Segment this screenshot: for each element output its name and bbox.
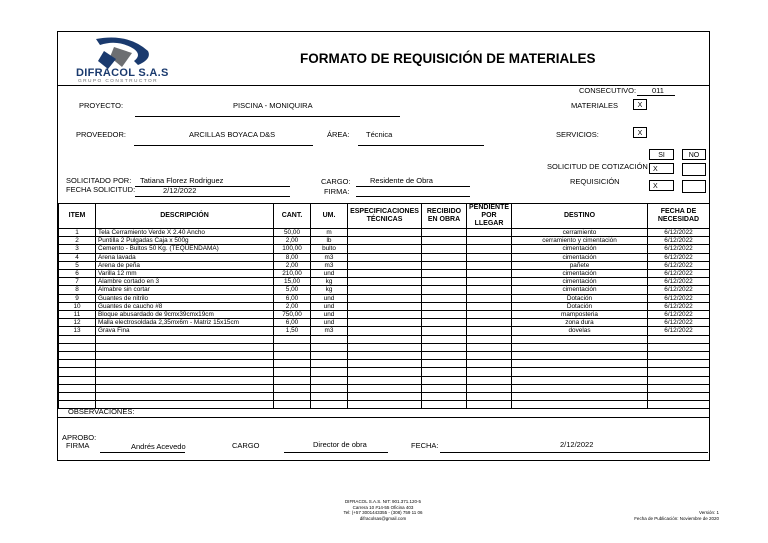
table-empty-row [59,360,710,368]
cell-pendiente [467,286,512,294]
cargo2-label: CARGO [232,441,260,450]
cell-especificaciones [348,253,422,261]
table-empty-cell [274,393,311,401]
firma-label: FIRMA: [324,187,350,196]
table-empty-cell [59,352,96,360]
cell-fecha: 6/12/2022 [648,237,710,245]
cell-fecha: 6/12/2022 [648,286,710,294]
table-empty-cell [648,384,710,392]
footer-line-1: DIFRACOL S.A.S. NIT: 901.371.120-5 [344,499,422,504]
cell-especificaciones [348,237,422,245]
cell-descripcion: Puntilla 2 Pulgadas Caja x 500g [96,237,274,245]
col-pendiente: PENDIENTE POR LLEGAR [467,204,512,229]
servicios-checkbox[interactable]: X [633,127,647,138]
table-empty-cell [422,343,467,351]
logo-sub: GRUPO CONSTRUCTOR [78,79,158,84]
cell-item: 9 [59,294,96,302]
cell-destino: cimentación [512,245,648,253]
cell-pendiente [467,253,512,261]
cell-pendiente [467,278,512,286]
cell-especificaciones [348,286,422,294]
materials-table [58,203,710,409]
cell-fecha: 6/12/2022 [648,327,710,335]
table-empty-cell [467,384,512,392]
servicios-label: SERVICIOS: [556,130,599,139]
cell-destino: cimentación [512,270,648,278]
table-empty-cell [311,401,348,409]
table-empty-cell [512,352,648,360]
cotizacion-si-checkbox[interactable]: X [649,163,674,174]
table-empty-cell [648,352,710,360]
col-um: UM. [311,204,348,229]
cell-destino: dovelas [512,327,648,335]
col-fecha: FECHA DE NECESIDAD [648,204,710,229]
cell-recibido [422,319,467,327]
cell-fecha: 6/12/2022 [648,302,710,310]
requisicion-si-checkbox[interactable]: X [649,180,674,191]
solicitado-value: Tatiana Florez Rodriguez [140,176,224,185]
cell-item: 13 [59,327,96,335]
cell-pendiente [467,319,512,327]
cell-recibido [422,294,467,302]
table-empty-cell [59,360,96,368]
cell-um: m3 [311,261,348,269]
page-title: FORMATO DE REQUISICIÓN DE MATERIALES [300,51,596,66]
cell-cantidad: 2,00 [274,237,311,245]
table-empty-cell [311,393,348,401]
table-empty-cell [648,360,710,368]
cell-descripcion: Alambre cortado en 3 [96,278,274,286]
proyecto-label: PROYECTO: [79,101,124,110]
table-empty-cell [422,360,467,368]
cell-cantidad: 750,00 [274,311,311,319]
cell-destino: cerramiento [512,229,648,237]
consecutivo-label: CONSECUTIVO: [579,86,637,95]
cell-recibido [422,278,467,286]
cell-item: 1 [59,229,96,237]
table-empty-cell [422,376,467,384]
table-empty-cell [467,401,512,409]
table-empty-cell [274,401,311,409]
solicitado-label: SOLICITADO POR: [66,176,132,185]
cell-especificaciones [348,294,422,302]
cell-um: m [311,229,348,237]
cell-destino: pañete [512,261,648,269]
aprobo-firma-label: FIRMA [66,441,90,450]
observaciones-label: OBSERVACIONES: [68,407,135,416]
cell-pendiente [467,302,512,310]
fecha-solicitud-label: FECHA SOLICITUD: [66,185,136,194]
table-empty-row [59,335,710,343]
footer-publicacion: Fecha de Publicación: Noviembre de 2020 [634,516,719,521]
materiales-checkbox[interactable]: X [633,99,647,110]
col-cantidad: CANT. [274,204,311,229]
cell-um: m3 [311,253,348,261]
table-empty-cell [512,384,648,392]
table-empty-cell [648,335,710,343]
table-empty-cell [512,401,648,409]
table-row [59,253,710,261]
table-empty-cell [311,360,348,368]
cell-recibido [422,302,467,310]
table-empty-cell [348,352,422,360]
cell-item: 2 [59,237,96,245]
cell-descripcion: Guantes de nitrilo [96,294,274,302]
cell-especificaciones [348,245,422,253]
table-empty-cell [422,352,467,360]
cotizacion-no-checkbox[interactable] [682,163,706,176]
table-empty-cell [467,352,512,360]
cell-especificaciones [348,261,422,269]
table-empty-cell [274,352,311,360]
si-header: SI [649,149,674,160]
table-row [59,278,710,286]
cell-cantidad: 8,00 [274,253,311,261]
cell-destino: mamposteria [512,311,648,319]
table-empty-cell [96,360,274,368]
cell-descripcion: Arena lavada [96,253,274,261]
footer-info [318,499,448,521]
table-header-row [59,204,710,229]
table-empty-row [59,368,710,376]
table-empty-cell [348,393,422,401]
table-row [59,327,710,335]
cell-cantidad: 2,00 [274,261,311,269]
cell-um: und [311,319,348,327]
cell-descripcion: Cemento - Bultos 50 Kg. (TEQUENDAMA) [96,245,274,253]
footer-line-2: Carrera 10 #14-55 Oficina 403 [352,504,414,510]
cell-item: 5 [59,261,96,269]
table-empty-cell [422,335,467,343]
cell-destino: cimentación [512,286,648,294]
table-empty-cell [512,360,648,368]
cargo2-value: Director de obra [313,440,367,449]
cell-fecha: 6/12/2022 [648,311,710,319]
cell-especificaciones [348,311,422,319]
area-label: ÁREA: [327,130,350,139]
cell-cantidad: 50,00 [274,229,311,237]
cell-especificaciones [348,319,422,327]
aprobo-label: APROBO: [62,433,97,442]
cell-pendiente [467,270,512,278]
cell-descripcion: Bloque abusardado de 9cmx39cmx19cm [96,311,274,319]
cell-fecha: 6/12/2022 [648,261,710,269]
cell-destino: Dotación [512,294,648,302]
cell-cantidad: 100,00 [274,245,311,253]
cell-recibido [422,245,467,253]
col-destino: DESTINO [512,204,648,229]
fecha-solicitud-value: 2/12/2022 [163,186,197,195]
table-row [59,311,710,319]
cotizacion-label: SOLICITUD DE COTIZACIÓN [547,162,648,171]
table-empty-cell [311,368,348,376]
col-recibido: RECIBIDO EN OBRA [422,204,467,229]
cell-descripcion: Arena de peña [96,261,274,269]
table-empty-cell [96,393,274,401]
table-row [59,229,710,237]
no-header: NO [682,149,706,160]
table-empty-cell [311,384,348,392]
cell-recibido [422,229,467,237]
table-empty-cell [512,343,648,351]
area-value: Técnica [366,130,393,139]
requisicion-label: REQUISICIÓN [570,177,620,186]
table-empty-cell [59,393,96,401]
table-row [59,294,710,302]
table-empty-cell [467,368,512,376]
cargo-value: Residente de Obra [370,176,433,185]
table-empty-cell [96,376,274,384]
table-empty-cell [348,376,422,384]
cell-destino: cerramiento y cimentación [512,237,648,245]
cell-um: lb [311,237,348,245]
cell-item: 8 [59,286,96,294]
cell-descripcion: Guantes de caucho #8 [96,302,274,310]
table-empty-cell [648,368,710,376]
table-empty-row [59,352,710,360]
cell-fecha: 6/12/2022 [648,278,710,286]
cell-recibido [422,261,467,269]
table-empty-cell [274,376,311,384]
fecha-label: FECHA: [411,441,439,450]
table-empty-cell [348,384,422,392]
table-empty-cell [467,393,512,401]
logo-name: DIFRACOL S.A.S [76,67,169,79]
table-empty-cell [96,352,274,360]
table-row [59,261,710,269]
table-row [59,245,710,253]
table-empty-cell [422,393,467,401]
cell-descripcion: Tela Cerramiento Verde X 2.40 Ancho [96,229,274,237]
cell-fecha: 6/12/2022 [648,319,710,327]
table-empty-cell [348,335,422,343]
table-empty-cell [311,376,348,384]
footer-line-4: difracolsas@gmail.com [359,515,407,521]
cell-um: kg [311,278,348,286]
cell-descripcion: Malla electrosoldada 2,35mx6m - Matriz 15x15cm [96,319,274,327]
cell-recibido [422,327,467,335]
cell-pendiente [467,311,512,319]
cell-destino: cimentación [512,278,648,286]
cell-destino: cimentación [512,253,648,261]
cell-especificaciones [348,327,422,335]
cell-item: 6 [59,270,96,278]
cell-recibido [422,237,467,245]
cell-item: 7 [59,278,96,286]
table-empty-cell [311,335,348,343]
table-row [59,237,710,245]
cell-um: und [311,311,348,319]
cell-especificaciones [348,278,422,286]
cell-especificaciones [348,302,422,310]
cell-descripcion: Varilla 12 mm [96,270,274,278]
cell-recibido [422,311,467,319]
cell-cantidad: 6,00 [274,294,311,302]
cell-destino: Dotación [512,302,648,310]
cell-especificaciones [348,229,422,237]
table-empty-row [59,401,710,409]
table-empty-cell [348,401,422,409]
table-empty-cell [59,376,96,384]
cell-item: 11 [59,311,96,319]
cell-recibido [422,270,467,278]
footer-version: Versión: 1 [698,510,719,515]
table-empty-cell [311,343,348,351]
requisicion-no-checkbox[interactable] [682,180,706,193]
table-empty-cell [274,368,311,376]
table-empty-cell [467,360,512,368]
cell-recibido [422,253,467,261]
table-empty-cell [59,335,96,343]
cell-pendiente [467,237,512,245]
cell-cantidad: 210,00 [274,270,311,278]
footer-line-3: Tel: (+57 3001443355 - (308) 759 11 06 [343,510,423,515]
aprobo-value: Andrés Acevedo [131,442,186,451]
table-empty-cell [59,384,96,392]
cell-fecha: 6/12/2022 [648,245,710,253]
table-empty-row [59,393,710,401]
table-empty-cell [348,368,422,376]
table-empty-cell [96,343,274,351]
cell-um: und [311,270,348,278]
table-empty-cell [348,360,422,368]
cell-descripcion: Almabre sin cortar [96,286,274,294]
table-empty-cell [512,393,648,401]
cell-item: 4 [59,253,96,261]
cell-item: 12 [59,319,96,327]
cell-fecha: 6/12/2022 [648,253,710,261]
cell-recibido [422,286,467,294]
cell-pendiente [467,294,512,302]
proyecto-value: PISCINA - MONIQUIRA [233,101,313,110]
table-empty-cell [648,393,710,401]
consecutivo-value: 011 [652,86,664,95]
table-empty-cell [96,368,274,376]
cell-especificaciones [348,270,422,278]
col-item: ITEM [59,204,96,229]
cell-pendiente [467,229,512,237]
cell-cantidad: 6,00 [274,319,311,327]
cell-um: kg [311,286,348,294]
materiales-label: MATERIALES [571,101,618,110]
table-row [59,302,710,310]
table-empty-cell [467,376,512,384]
proveedor-label: PROVEEDOR: [76,130,127,139]
col-especificaciones: ESPECIFICACIONES TÉCNICAS [348,204,422,229]
cell-um: und [311,302,348,310]
table-empty-cell [96,335,274,343]
table-empty-cell [512,368,648,376]
table-empty-cell [467,335,512,343]
table-empty-cell [311,352,348,360]
cell-um: bulto [311,245,348,253]
cell-descripcion: Grava Fina [96,327,274,335]
table-empty-cell [274,360,311,368]
cell-fecha: 6/12/2022 [648,270,710,278]
table-empty-cell [648,376,710,384]
cell-item: 3 [59,245,96,253]
cell-cantidad: 2,00 [274,302,311,310]
cell-pendiente [467,261,512,269]
cell-pendiente [467,245,512,253]
table-row [59,286,710,294]
col-descripcion: DESCRIPCIÓN [96,204,274,229]
table-row [59,319,710,327]
table-empty-cell [59,343,96,351]
cell-fecha: 6/12/2022 [648,294,710,302]
table-empty-cell [96,384,274,392]
fecha-value: 2/12/2022 [560,440,594,449]
cell-um: und [311,294,348,302]
cell-cantidad: 1,50 [274,327,311,335]
table-empty-cell [422,384,467,392]
table-empty-cell [648,343,710,351]
table-empty-cell [274,384,311,392]
table-empty-row [59,343,710,351]
cell-cantidad: 5,00 [274,286,311,294]
table-empty-cell [512,335,648,343]
cell-fecha: 6/12/2022 [648,229,710,237]
cell-pendiente [467,327,512,335]
proveedor-value: ARCILLAS BOYACA D&S [189,130,276,139]
table-empty-cell [422,401,467,409]
cell-item: 10 [59,302,96,310]
table-empty-cell [274,335,311,343]
table-empty-cell [467,343,512,351]
table-empty-cell [648,401,710,409]
table-empty-row [59,376,710,384]
table-row [59,270,710,278]
cell-cantidad: 15,00 [274,278,311,286]
company-logo [66,33,174,85]
table-empty-cell [422,368,467,376]
cargo-label: CARGO: [321,177,351,186]
table-empty-cell [512,376,648,384]
table-empty-cell [274,343,311,351]
cell-destino: zona dura [512,319,648,327]
table-empty-row [59,384,710,392]
cell-um: m3 [311,327,348,335]
table-empty-cell [59,368,96,376]
table-empty-cell [348,343,422,351]
